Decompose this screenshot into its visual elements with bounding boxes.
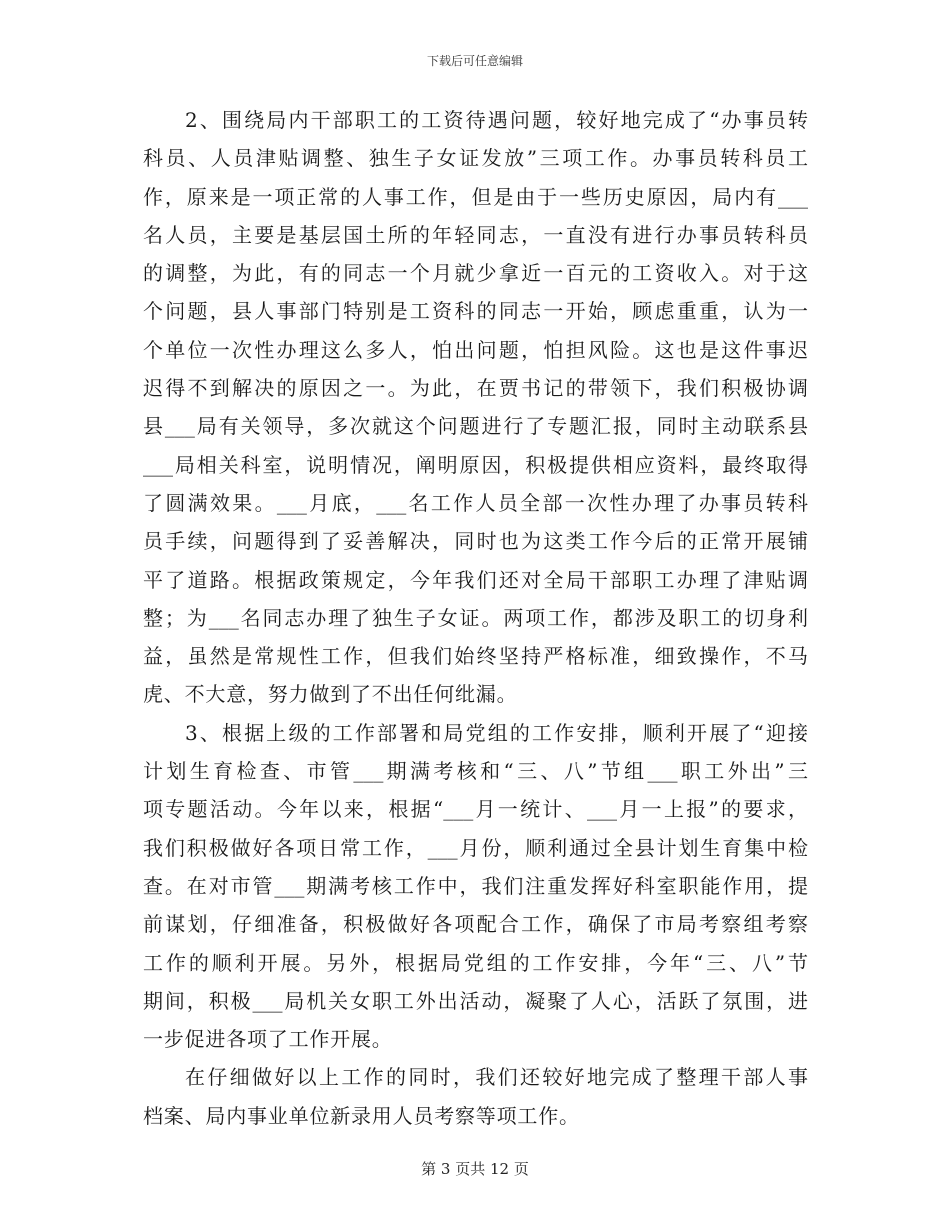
text-line: 档案、局内事业单位新录用人员考察等项工作。	[143, 1103, 580, 1128]
page-number: 第 3 页共 12 页	[421, 1160, 529, 1178]
page-header-note: 下载后可任意编辑	[426, 54, 523, 68]
text-line: 作，原来是一项正常的人事工作，但是由于一些历史原因，局内有___	[143, 184, 808, 209]
text-line: 我们积极做好各项日常工作，___月份，顺利通过全县计划生育集中检	[143, 835, 808, 860]
text-line: ___局相关科室，说明情况，阐明原因，积极提供相应资料，最终取得	[143, 452, 808, 477]
text-line: 虎、不大意，努力做到了不出任何纰漏。	[143, 682, 518, 707]
text-line: 迟得不到解决的原因之一。为此，在贾书记的带领下，我们积极协调	[143, 376, 808, 401]
text-line: 员手续，问题得到了妥善解决，同时也为这类工作今后的正常开展铺	[143, 529, 808, 554]
text-line: 期间，积极___局机关女职工外出活动，凝聚了人心，活跃了氛围，进	[143, 988, 808, 1013]
text-line: 查。在对市管___期满考核工作中，我们注重发挥好科室职能作用，提	[143, 873, 808, 898]
text-line: 县___局有关领导，多次就这个问题进行了专题汇报，同时主动联系县	[143, 414, 808, 439]
text-line: 益，虽然是常规性工作，但我们始终坚持严格标准，细致操作，不马	[143, 644, 808, 669]
text-line: 一步促进各项了工作开展。	[143, 1027, 393, 1052]
text-line: 项专题活动。今年以来，根据“___月一统计、___月一上报”的要求，	[143, 797, 808, 822]
text-line: 的调整，为此，有的同志一个月就少拿近一百元的工资收入。对于这	[143, 261, 808, 286]
text-line: 个问题，县人事部门特别是工资科的同志一开始，顾虑重重，认为一	[143, 299, 808, 324]
document-body	[143, 101, 808, 1135]
text-line: 科员、人员津贴调整、独生子女证发放”三项工作。办事员转科员工	[143, 146, 808, 171]
text-line: 工作的顺利开展。另外，根据局党组的工作安排，今年“三、八”节	[143, 950, 808, 975]
text-line: 计划生育检查、市管___期满考核和“三、八”节组___职工外出”三	[143, 759, 808, 784]
text-line: 前谋划，仔细准备，积极做好各项配合工作，确保了市局考察组考察	[143, 912, 808, 937]
text-line: 平了道路。根据政策规定，今年我们还对全局干部职工办理了津贴调	[143, 567, 808, 592]
text-line: 3、根据上级的工作部署和局党组的工作安排，顺利开展了“迎接	[185, 720, 808, 745]
text-line: 在仔细做好以上工作的同时，我们还较好地完成了整理干部人事	[185, 1065, 808, 1090]
text-line: 整；为___名同志办理了独生子女证。两项工作，都涉及职工的切身利	[143, 605, 808, 630]
text-line: 名人员，主要是基层国土所的年轻同志，一直没有进行办事员转科员	[143, 222, 808, 247]
text-line: 了圆满效果。___月底，___名工作人员全部一次性办理了办事员转科	[143, 490, 808, 515]
text-line: 个单位一次性办理这么多人，怕出问题，怕担风险。这也是这件事迟	[143, 337, 808, 362]
text-line: 2、围绕局内干部职工的工资待遇问题，较好地完成了“办事员转	[185, 108, 808, 132]
